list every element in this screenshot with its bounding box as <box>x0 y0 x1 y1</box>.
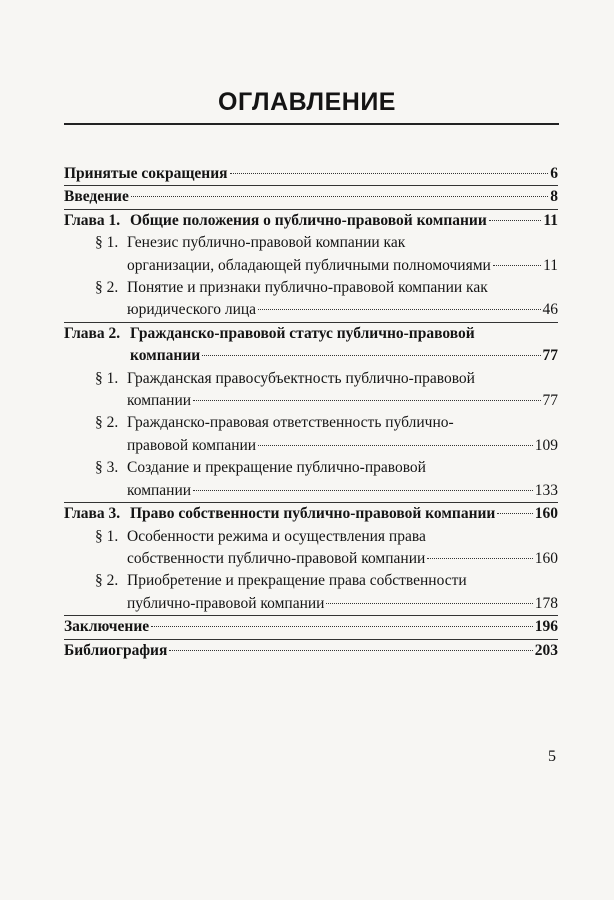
toc-entry-chapter-1: Глава 1. Общие положения о публично-правовой компании 11 <box>64 211 558 229</box>
title-rule <box>64 123 559 125</box>
dot-leader <box>497 513 532 514</box>
toc-entry-1-1: § 1. Генезис публично-правовой компании как организации, обладающей публичными полномочиями 11 <box>95 234 558 274</box>
dot-leader <box>230 173 549 174</box>
dot-leader <box>258 445 533 446</box>
page-number: 5 <box>548 748 556 765</box>
dot-leader <box>169 650 532 651</box>
toc-entry-chapter-2: Глава 2. Гражданско-правовой статус публично-правовой компании 77 <box>64 324 558 365</box>
toc-entry-bibliography: Библиография 203 <box>64 641 558 659</box>
dot-leader <box>493 265 541 266</box>
toc-entry-chapter-3: Глава 3. Право собственности публично-правовой компании 160 <box>64 505 558 523</box>
toc-entry-introduction: Введение 8 <box>64 188 558 206</box>
toc-entry-conclusion: Заключение 196 <box>64 618 558 636</box>
toc-entry-3-1: § 1. Особенности режима и осуществления права собственности публично-правовой компании 160 <box>95 527 558 567</box>
dot-leader <box>489 220 542 221</box>
dot-leader <box>258 309 540 310</box>
toc-entry-1-2: § 2. Понятие и признаки публично-правовой компании как юридического лица 46 <box>95 279 558 319</box>
page-title: ОГЛАВЛЕНИЕ <box>218 88 396 116</box>
dot-leader <box>326 603 532 604</box>
dot-leader <box>202 355 540 356</box>
toc-entry-2-1: § 1. Гражданская правосубъектность публично-правовой компании 77 <box>95 369 558 410</box>
dot-leader <box>193 400 540 401</box>
toc-entry-3-2: § 2. Приобретение и прекращение права собственности публично-правовой компании 178 <box>95 572 558 612</box>
toc-entry-abbreviations: Принятые сокращения 6 <box>64 165 558 182</box>
dot-leader <box>193 490 533 491</box>
toc-entry-2-2: § 2. Гражданско-правовая ответственность публично- правовой компании 109 <box>95 414 558 454</box>
dot-leader <box>151 626 533 627</box>
dot-leader <box>131 196 548 197</box>
table-of-contents <box>64 163 558 662</box>
dot-leader <box>427 558 532 559</box>
toc-entry-2-3: § 3. Создание и прекращение публично-правовой компании 133 <box>95 459 558 499</box>
